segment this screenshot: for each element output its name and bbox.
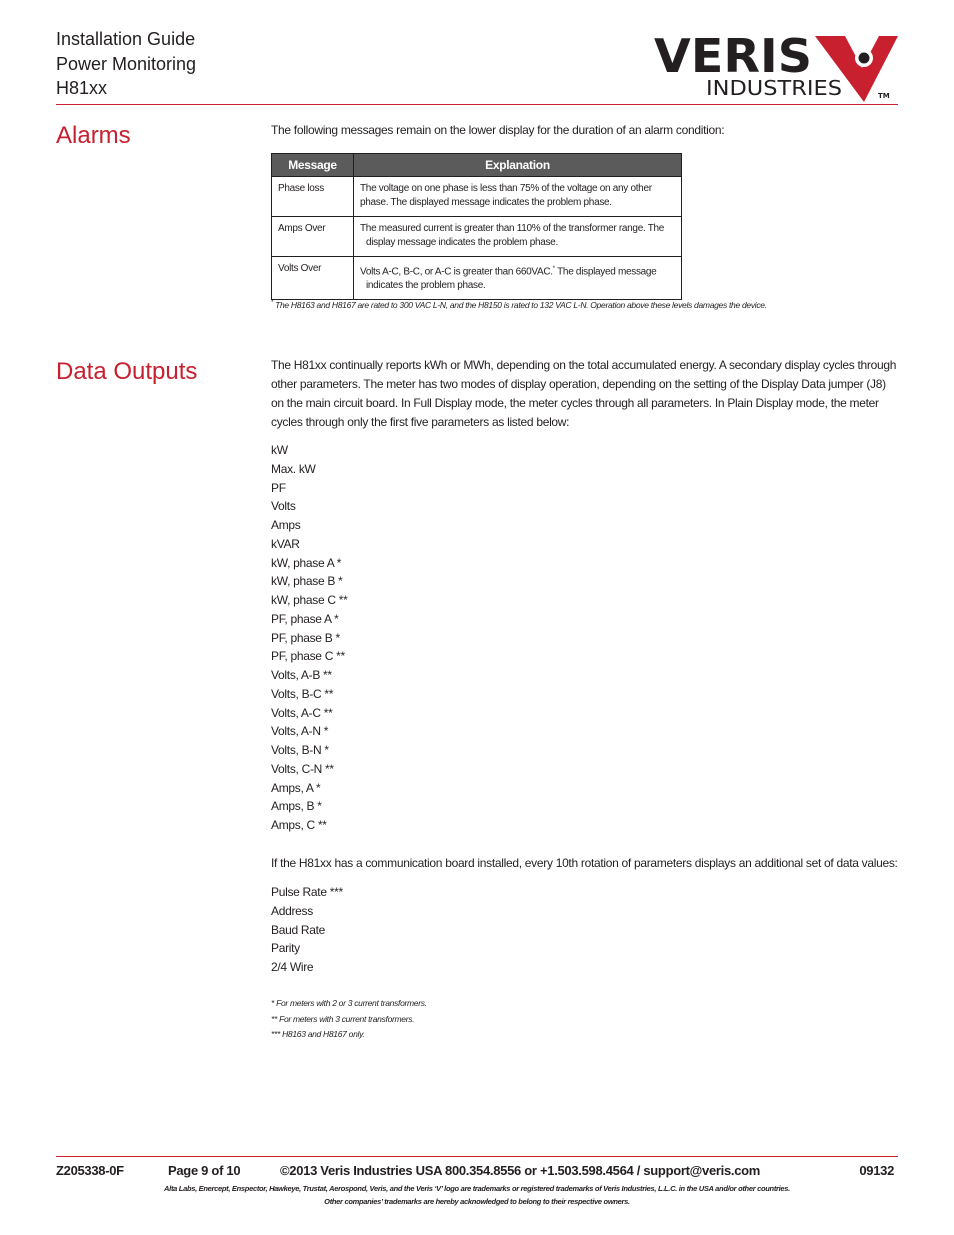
header-explanation: Explanation <box>354 154 682 177</box>
list-item: kW, phase C ** <box>271 593 348 607</box>
list-item: PF, phase A * <box>271 611 339 626</box>
list-item: PF, phase C ** <box>271 649 345 664</box>
list-item: 2/4 Wire <box>271 960 314 974</box>
list-item: Pulse Rate *** <box>271 885 343 899</box>
list-item: Volts, C-N ** <box>271 761 334 776</box>
row-explanation <box>354 177 682 217</box>
header-message: Message <box>272 154 354 177</box>
table-row <box>272 217 682 257</box>
parameter-list <box>271 441 348 835</box>
list-item: Volts, B-C ** <box>271 686 334 701</box>
explanation-line: indicates the problem phase. <box>366 280 486 292</box>
comm-intro: If the H81xx has a communication board installed, every 10th rotation of parameters displays an additional set of data values: <box>271 856 898 870</box>
explanation-line: The measured current is greater than 110% of the transformer range. The <box>360 223 665 234</box>
parameter-footnotes <box>271 996 427 1043</box>
list-item: Max. kW <box>271 461 316 476</box>
list-item: Volts <box>271 499 296 514</box>
footer-copyright: ©2013 Veris Industries USA 800.354.8556 or +1.503.598.4564 / support@veris.com <box>280 1163 761 1178</box>
list-item: PF <box>271 480 286 495</box>
explanation-line: display message indicates the problem phase. <box>366 237 558 248</box>
logo-subtext: INDUSTRIES <box>706 76 842 100</box>
list-item: kW, phase B * <box>271 574 343 589</box>
title-line-1: Installation Guide <box>56 29 196 49</box>
list-item: Amps, A * <box>271 780 321 795</box>
table-row <box>272 177 682 217</box>
list-item: Amps, C ** <box>271 818 327 832</box>
document-title <box>56 27 196 101</box>
title-line-3: H81xx <box>56 78 108 98</box>
list-item: Parity <box>271 941 300 956</box>
footnote-marker: * <box>552 266 555 272</box>
alarms-section-title: Alarms <box>56 122 131 149</box>
row-message: Volts Over <box>272 257 354 300</box>
list-item: Amps, B * <box>271 799 322 814</box>
list-item: Address <box>271 903 313 918</box>
logo-wordmark: VERIS <box>654 29 812 83</box>
veris-logo <box>652 24 902 106</box>
footer-divider <box>56 1156 898 1157</box>
alarm-table <box>271 153 682 300</box>
logo-tm: TM <box>878 92 890 100</box>
row-explanation <box>354 257 682 300</box>
footnote-marker: * <box>271 300 274 307</box>
alarms-intro: The following messages remain on the lower display for the duration of an alarm condition: <box>271 123 725 137</box>
data-outputs-section-title: Data Outputs <box>56 358 198 385</box>
row-message: Phase loss <box>272 177 354 217</box>
header-divider <box>56 104 898 105</box>
row-message: Amps Over <box>272 217 354 257</box>
data-outputs-intro: The H81xx continually reports kWh or MWh, depending on the total accumulated energy. A secondary display cycles through other parameters. The meter has two modes of display operation, depending on the setting of the Display Data jumper (J8) on the main circuit board. In Full Display mode, the meter cycles through all parameters. In Plain Display mode, the meter cycles through only the first five parameters as listed below: <box>271 358 897 429</box>
alarm-table-header <box>272 154 682 177</box>
list-item: Volts, A-B ** <box>271 668 332 682</box>
footer <box>56 1163 898 1181</box>
footer-doc-number: Z205338-0F <box>56 1163 124 1178</box>
explanation-text: The displayed message <box>554 266 657 278</box>
title-line-2: Power Monitoring <box>56 53 197 74</box>
list-item: kW, phase A * <box>271 555 342 570</box>
footer-page-number: Page 9 of 10 <box>168 1163 241 1178</box>
list-item: Baud Rate <box>271 922 326 937</box>
row-explanation <box>354 217 682 257</box>
list-item: Amps <box>271 518 301 532</box>
list-item: kVAR <box>271 536 300 551</box>
table-row <box>272 257 682 300</box>
footer-code: 09132 <box>859 1163 894 1178</box>
legal-line: Alta Labs, Enercept, Enspector, Hawkeye, Trustat, Aerospond, Veris, and the Veris ‘V’ logo are trademarks or registered trademarks of Veris Industries, L.L.C. in the USA and/or other countries. <box>164 1184 790 1193</box>
explanation-text: Volts A-C, B-C, or A-C is greater than 660VAC. <box>360 266 553 278</box>
list-item: Volts, B-N * <box>271 743 329 757</box>
comm-parameter-list <box>271 883 343 977</box>
explanation-line: phase. The displayed message indicates the problem phase. <box>360 197 612 208</box>
explanation-line: The voltage on one phase is less than 75% of the voltage on any other <box>360 183 652 194</box>
footnote-line: *** H8163 and H8167 only. <box>271 1029 365 1039</box>
alarm-footnote <box>271 300 767 310</box>
list-item: kW <box>271 443 288 457</box>
list-item: Volts, A-N * <box>271 724 329 739</box>
footer-legal <box>56 1182 898 1208</box>
footnote-text: The H8163 and H8167 are rated to 300 VAC L-N, and the H8150 is rated to 132 VAC L-N. Operation above these levels damages the device. <box>273 300 767 310</box>
footnote-line: * For meters with 2 or 3 current transformers. <box>271 998 427 1008</box>
explanation-line <box>360 262 675 279</box>
legal-line: Other companies’ trademarks are hereby acknowledged to belong to their respective owners. <box>324 1197 630 1206</box>
list-item: PF, phase B * <box>271 630 340 645</box>
list-item: Volts, A-C ** <box>271 705 333 720</box>
footnote-line: ** For meters with 3 current transformers. <box>271 1013 415 1024</box>
